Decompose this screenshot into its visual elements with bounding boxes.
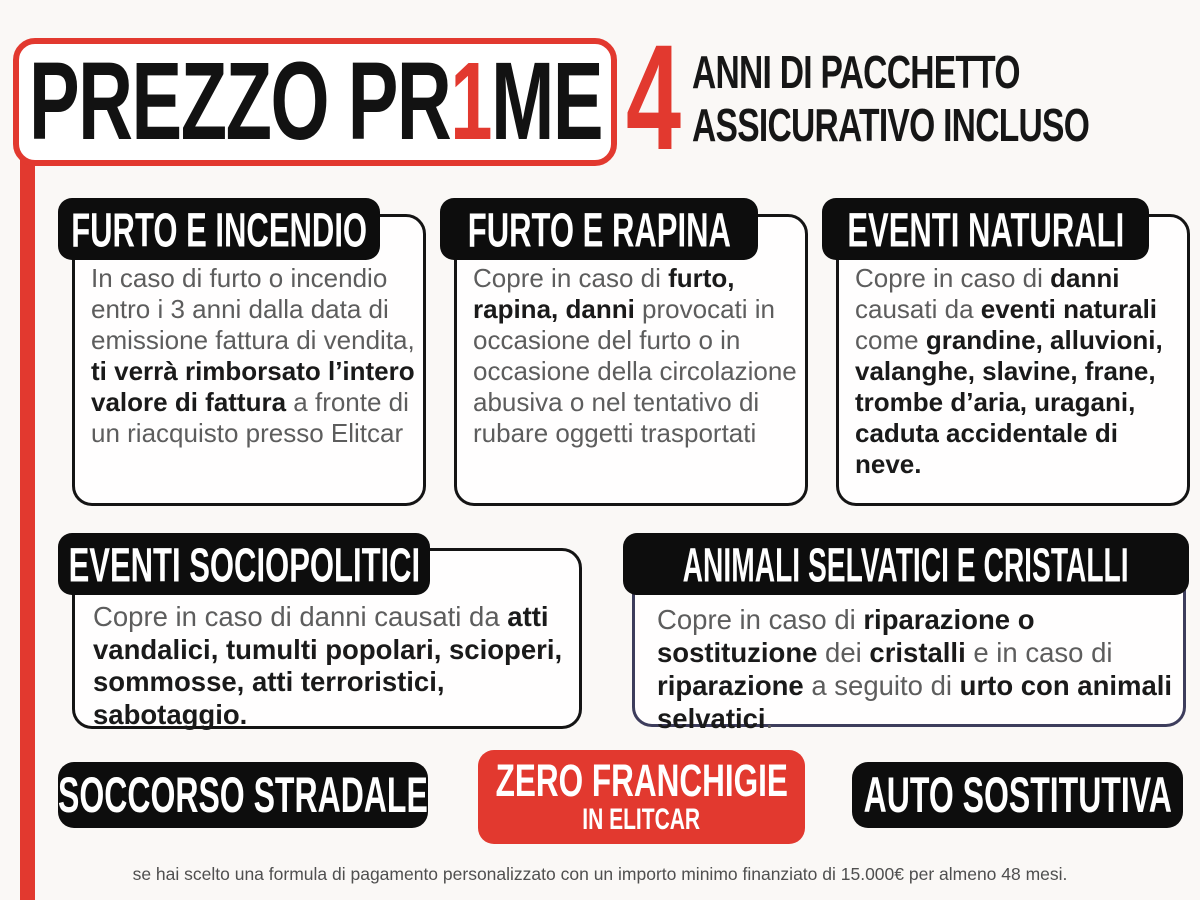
card-eventi-sociopolitici <box>58 533 598 733</box>
card-furto-incendio <box>58 198 426 508</box>
card-furto-rapina <box>440 198 808 508</box>
title-part-one: 1 <box>449 39 491 163</box>
card-title-badge <box>440 198 758 260</box>
badge-label: AUTO SOSTITUTIVA <box>863 767 1172 823</box>
body-text-bold: cristalli <box>869 637 966 668</box>
body-text: . <box>765 703 774 734</box>
body-text: a fronte di un riacquisto presso Elitcar <box>91 387 409 448</box>
body-text: Copre in caso di <box>855 263 1051 293</box>
card-title: FURTO E INCENDIO <box>71 201 367 257</box>
title-box <box>13 38 617 166</box>
card-title: ANIMALI SELVATICI E CRISTALLI <box>683 536 1129 592</box>
subtitle-line-2: ASSICURATIVO INCLUSO <box>692 99 1090 151</box>
body-text: Copre in caso di <box>473 263 669 293</box>
body-text-bold: danni <box>1050 263 1120 293</box>
body-text-bold: atti vandalici, tumulti popolari, scioperi, sommosse, atti terroristici, sabotaggio. <box>93 601 563 730</box>
body-text-bold: riparazione o sostituzione <box>657 604 1035 668</box>
body-text-bold: eventi naturali <box>980 294 1158 324</box>
card-animali-selvatici-cristalli <box>623 533 1190 733</box>
body-text-bold: riparazione <box>657 670 804 701</box>
body-text: Copre in caso di <box>657 604 864 635</box>
card-eventi-naturali <box>822 198 1190 508</box>
body-text: e in caso di <box>965 637 1113 668</box>
title-part-pre: PREZZO PR <box>28 39 450 163</box>
footer-disclaimer: se hai scelto una formula di pagamento personalizzato con un importo minimo finanziato di 15.000€ per almeno 48 mesi. <box>132 864 1068 884</box>
page-title <box>28 39 601 165</box>
body-text-bold: ti verrà rimborsato l’intero valore di fattura <box>91 356 415 417</box>
body-text: come <box>855 325 926 355</box>
badge-label: SOCCORSO STRADALE <box>58 767 428 823</box>
badge-zero-franchigie <box>478 750 805 844</box>
badge-soccorso-stradale <box>58 762 428 828</box>
card-title-badge <box>822 198 1149 260</box>
body-text-bold: grandine, alluvioni, valanghe, slavine, frane, trombe d’aria, uragani, caduta accidentale di neve. <box>855 325 1163 479</box>
title-part-post: ME <box>490 39 602 163</box>
body-text: provocati in occasione del furto o in occasione della circolazione abusiva o nel tentativo di rubare oggetti trasportati <box>473 294 797 448</box>
card-title-badge <box>58 198 380 260</box>
badge-label-line2: IN ELITCAR <box>582 803 701 836</box>
body-text: dei <box>817 637 870 668</box>
card-title: EVENTI NATURALI <box>847 201 1124 257</box>
badge-auto-sostitutiva <box>852 762 1183 828</box>
red-vertical-line <box>20 150 35 900</box>
years-number: 4 <box>626 13 682 181</box>
body-text: causati da <box>855 294 981 324</box>
card-title-badge <box>623 533 1189 595</box>
body-text: In caso di furto o incendio entro i 3 anni dalla data di emissione fattura di vendita, <box>91 263 415 355</box>
body-text-bold: furto, rapina, danni <box>473 263 735 324</box>
card-title: FURTO E RAPINA <box>467 201 731 257</box>
body-text: Copre in caso di danni causati da <box>93 601 508 632</box>
badge-label-line1: ZERO FRANCHIGIE <box>495 755 788 806</box>
body-text: a seguito di <box>803 670 960 701</box>
header-subtitle <box>692 46 1200 152</box>
card-title: EVENTI SOCIOPOLITICI <box>68 536 420 592</box>
subtitle-line-1: ANNI DI PACCHETTO <box>692 46 1020 98</box>
body-text-bold: urto con animali selvatici <box>657 670 1173 734</box>
card-title-badge <box>58 533 430 595</box>
